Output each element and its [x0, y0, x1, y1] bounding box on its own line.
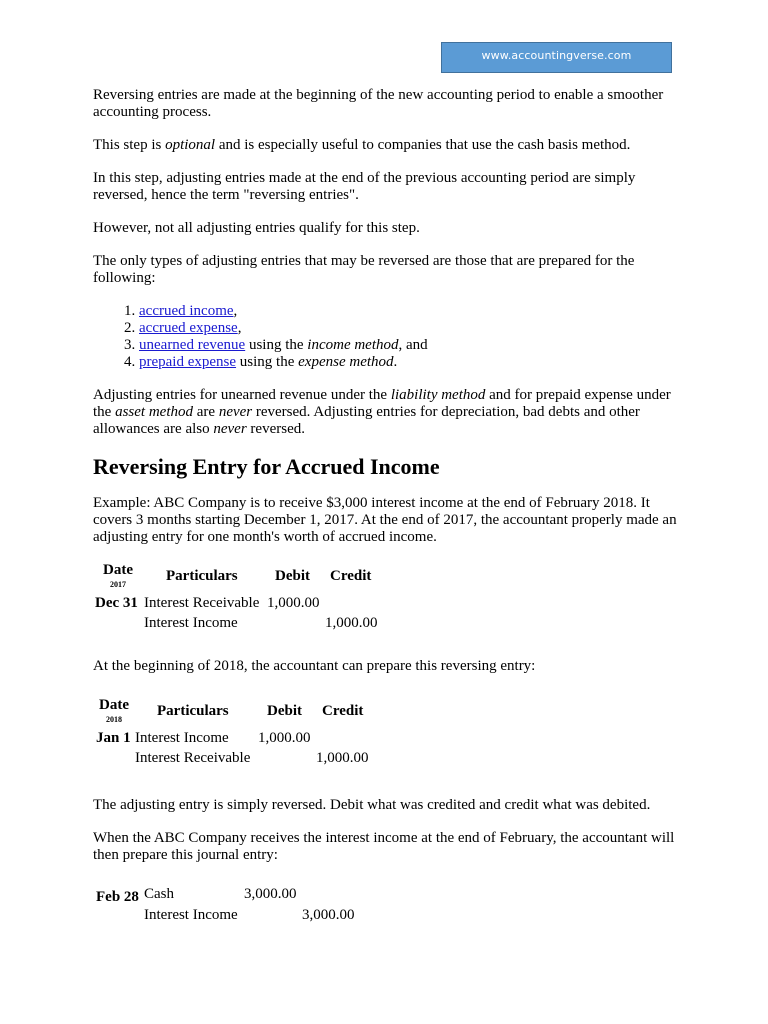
note-text: Adjusting entries for unearned revenue under the: [93, 387, 391, 403]
list-item: [139, 354, 683, 371]
credit-account: Interest Receivable: [135, 750, 251, 766]
example-paragraph: Example: ABC Company is to receive $3,000 interest income at the end of February 2018. It covers 3 months starting December 1, 2017. At the end of 2017, the accountant properly made an adjusting entry for one month's worth of accrued income.: [93, 495, 677, 545]
credit-header: Credit: [322, 703, 364, 719]
intro-paragraph-2: [93, 137, 683, 154]
note-emphasis: asset method: [115, 404, 193, 420]
list-item: [139, 320, 683, 337]
debit-account: Cash: [144, 886, 174, 902]
section-heading: Reversing Entry for Accrued Income: [93, 454, 440, 479]
date-header: Date: [103, 562, 133, 578]
p2-post: and is especially useful to companies that use the cash basis method.: [215, 137, 631, 153]
journal-entry-2: [93, 697, 683, 775]
list-item-text: ,: [233, 303, 238, 319]
note-text: and for prepaid expense under the: [93, 387, 671, 420]
p2-pre: This step is: [93, 137, 166, 153]
intro-paragraph-1: Reversing entries are made at the beginning of the new accounting period to enable a smoother accounting process.: [93, 87, 664, 120]
debit-header: Debit: [267, 703, 302, 719]
credit-account: Interest Income: [144, 615, 238, 631]
intro-paragraph-4: However, not all adjusting entries qualify for this step.: [93, 220, 420, 236]
entry-date: Dec 31: [95, 595, 138, 611]
list-item-emphasis: income method: [307, 337, 399, 353]
note-emphasis: never: [218, 404, 253, 420]
list-item: [139, 337, 683, 354]
prepaid-expense-link[interactable]: prepaid expense: [139, 354, 237, 370]
p2-emphasis: optional: [165, 137, 216, 153]
particulars-header: Particulars: [157, 703, 229, 719]
list-item-emphasis: expense method: [298, 354, 394, 370]
note-paragraph: [93, 387, 683, 438]
received-paragraph: When the ABC Company receives the interest income at the end of February, the accountant will then prepare this journal entry:: [93, 830, 675, 863]
entry-date: Feb 28: [96, 889, 139, 905]
note-emphasis: never: [213, 421, 247, 437]
document-body: [93, 87, 683, 944]
debit-amount: 3,000.00: [244, 886, 297, 902]
list-item-text: ,: [237, 320, 242, 336]
note-text: reversed.: [246, 421, 305, 437]
list-item-tail: .: [393, 354, 398, 370]
journal-entry-1: [93, 562, 683, 638]
intro-paragraph-3: In this step, adjusting entries made at the end of the previous accounting period are simply reversed, hence the term "reversing entries".: [93, 170, 636, 203]
year-label: 2018: [106, 715, 122, 724]
list-item-text: using the: [236, 354, 299, 370]
credit-header: Credit: [330, 568, 372, 584]
reversed-paragraph: The adjusting entry is simply reversed. Debit what was credited and credit what was debited.: [93, 797, 651, 813]
date-header: Date: [99, 697, 129, 713]
between-paragraph: At the beginning of 2018, the accountant can prepare this reversing entry:: [93, 658, 536, 674]
entry-date: Jan 1: [96, 730, 131, 746]
note-emphasis: liability method: [390, 387, 486, 403]
list-item: [139, 303, 683, 320]
credit-amount: 1,000.00: [316, 750, 369, 766]
unearned-revenue-link[interactable]: unearned revenue: [139, 337, 246, 353]
list-item-text: using the: [245, 337, 308, 353]
journal-entry-3: [93, 886, 683, 930]
credit-amount: 1,000.00: [325, 615, 378, 631]
intro-paragraph-5: The only types of adjusting entries that may be reversed are those that are prepared for the following:: [93, 253, 635, 286]
debit-amount: 1,000.00: [267, 595, 320, 611]
site-url-badge: www.accountingverse.com: [441, 42, 672, 73]
credit-account: Interest Income: [144, 907, 238, 923]
note-text: are: [193, 404, 219, 420]
debit-amount: 1,000.00: [258, 730, 311, 746]
debit-account: Interest Receivable: [144, 595, 260, 611]
particulars-header: Particulars: [166, 568, 238, 584]
reversible-entries-list: [93, 303, 683, 371]
accrued-expense-link[interactable]: accrued expense: [139, 320, 238, 336]
note-text: reversed. Adjusting entries for depreciation, bad debts and other allowances are also: [93, 404, 640, 437]
accrued-income-link[interactable]: accrued income: [139, 303, 234, 319]
list-item-tail: , and: [398, 337, 428, 353]
year-label: 2017: [110, 580, 126, 589]
debit-header: Debit: [275, 568, 310, 584]
credit-amount: 3,000.00: [302, 907, 355, 923]
debit-account: Interest Income: [135, 730, 229, 746]
